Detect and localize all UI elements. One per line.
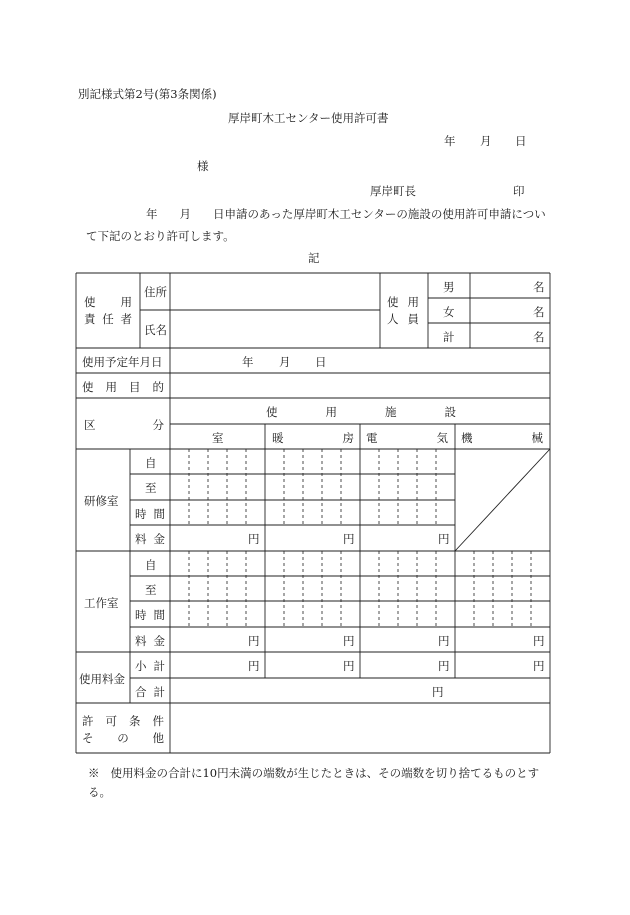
female-label: 女: [443, 305, 455, 319]
female-unit: 名: [533, 305, 545, 319]
training-heating-fee-yen: 円: [343, 532, 355, 546]
category-label: 区 分: [84, 418, 164, 432]
subtotal-room-yen: 円: [248, 659, 260, 673]
date-label: 使用予定年月日: [82, 355, 163, 369]
issue-month-label: 月: [480, 134, 492, 148]
responsible-char-4: 任: [102, 312, 114, 326]
users-label-line2: 人 員: [387, 312, 419, 326]
subtotal-machinery-yen: 円: [533, 659, 545, 673]
workshop-electricity-fee-yen: 円: [438, 634, 450, 648]
use-date-year: 年: [242, 355, 254, 369]
training-electricity-fee-yen: 円: [438, 532, 450, 546]
workshop-room-fee-yen: 円: [248, 634, 260, 648]
facility-col-electricity: 電 気: [366, 431, 448, 445]
seal-mark: 印: [513, 184, 525, 198]
workshop-hours-label: 時 間: [135, 608, 165, 622]
permission-statement: [86, 203, 552, 247]
use-date-day: 日: [315, 355, 327, 369]
training-room-fee-yen: 円: [248, 532, 260, 546]
total-unit: 名: [533, 330, 545, 344]
subtotal-electricity-yen: 円: [438, 659, 450, 673]
male-label: 男: [443, 280, 455, 294]
footnote: [88, 764, 558, 802]
grand-total-yen: 円: [432, 685, 444, 699]
facility-col-heating: 暖 房: [272, 431, 354, 445]
conditions-label-line2: そ の 他: [82, 731, 164, 745]
statement-month: 月: [179, 207, 191, 221]
form-number: 別記様式第2号(第3条関係): [78, 87, 217, 101]
grand-total-label: 合 計: [135, 685, 165, 699]
responsible-char-2: 用: [120, 295, 132, 309]
statement-year: 年: [146, 207, 158, 221]
footnote-text: 使用料金の合計に10円未満の端数が生じたときは、その端数を切り捨てるものとする。: [88, 766, 540, 799]
responsible-label-line2: [84, 311, 132, 327]
address-label: 住所: [144, 285, 167, 299]
subtotal-label: 小 計: [135, 659, 165, 673]
addressee-suffix: 様: [197, 159, 209, 173]
total-persons-label: 計: [443, 330, 455, 344]
facility-col-room: 室: [212, 431, 224, 445]
training-fee-label: 料 金: [135, 532, 165, 546]
footnote-mark: ※: [88, 766, 100, 780]
name-label: 氏名: [144, 323, 167, 337]
purpose-label: 使 用 目 的: [82, 380, 164, 394]
workshop-from-label: 自: [145, 558, 157, 572]
training-room-label: 研修室: [84, 494, 119, 508]
ki-heading: 記: [308, 251, 320, 265]
subtotal-heating-yen: 円: [343, 659, 355, 673]
issue-year-label: 年: [444, 134, 456, 148]
training-from-label: 自: [145, 456, 157, 470]
use-date-month: 月: [279, 355, 291, 369]
users-label-line1: 使 用: [387, 295, 419, 309]
document-title: 厚岸町木工センター使用許可書: [228, 111, 389, 125]
responsible-label-line1: [84, 294, 132, 310]
issuer-name: 厚岸町長: [370, 184, 416, 198]
fee-section-label: 使用料金: [79, 672, 125, 686]
responsible-char-3: 責: [84, 312, 96, 326]
conditions-label-line1: 許 可 条 件: [82, 714, 164, 728]
training-to-label: 至: [145, 481, 157, 495]
facility-label: 使 用 施 設: [266, 405, 456, 419]
training-hours-label: 時 間: [135, 507, 165, 521]
workshop-fee-label: 料 金: [135, 634, 165, 648]
facility-col-machinery: 機 械: [461, 431, 543, 445]
male-unit: 名: [533, 280, 545, 294]
workshop-label: 工作室: [84, 596, 119, 610]
responsible-char-5: 者: [120, 312, 132, 326]
workshop-machinery-fee-yen: 円: [533, 634, 545, 648]
responsible-char-1: 使: [84, 295, 96, 309]
workshop-heating-fee-yen: 円: [343, 634, 355, 648]
statement-text: 日申請のあった厚岸町木工センターの施設の使用許可申請について下記のとおり許可します。: [86, 207, 546, 243]
issue-day-label: 日: [515, 134, 527, 148]
workshop-to-label: 至: [145, 583, 157, 597]
